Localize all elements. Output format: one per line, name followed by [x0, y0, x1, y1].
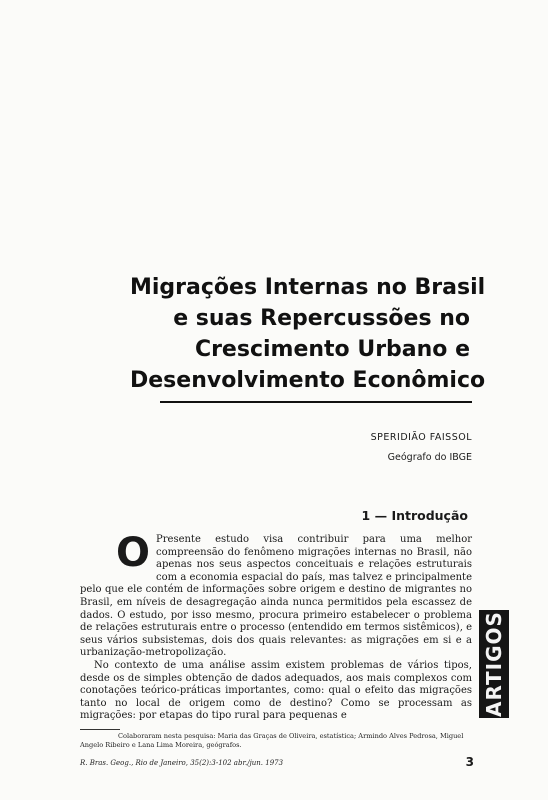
title-line-3: Crescimento Urbano e [194, 337, 470, 362]
title-line-1: Migrações Internas no Brasil [130, 275, 486, 300]
drop-cap: O [116, 530, 151, 576]
paragraph-1 [80, 530, 472, 660]
title-line-4: Desenvolvimento Econômico [130, 368, 486, 393]
footnote: Colaboraram nesta pesquisa: Maria das Graças de Oliveira, estatística; Armindo Alves Pedrosa, Miguel Angelo Ribeiro e Lana Lima Moreira, geógrafos. [80, 732, 464, 749]
journal-citation: R. Bras. Geog., Rio de Janeiro, 35(2):3-102 abr./jun. 1973 [80, 759, 284, 767]
title-line-2: e suas Repercussões no [173, 306, 470, 331]
section-heading [362, 508, 468, 523]
author-role: Geógrafo do IBGE [387, 452, 472, 463]
footnote-divider [80, 729, 120, 730]
article-body [80, 530, 472, 723]
paragraph-2: No contexto de uma análise assim existem problemas de vários tipos, desde os de simples obtenção de dados adequados, aos mais complexos com conotações teórico-práticas importantes, como: qual o efeito das migrações tanto no local de origem como de destino? Como se processam as migrações: por etapas do tipo rural para pequenas e [80, 659, 472, 722]
author-block [371, 428, 472, 468]
section-tab-label: ARTIGOS [482, 611, 506, 717]
author-name: SPERIDIÃO FAISSOL [370, 432, 472, 443]
section-title: Introdução [391, 508, 468, 523]
page-number: 3 [465, 755, 474, 769]
paragraph-1-text: Presente estudo visa contribuir para uma melhor compreensão do fenômeno migrações internas no Brasil, não apenas nos seus aspectos conceituais e relações estruturais com a economia espacial do país, mas talvez e principalmente pelo que ele contém de informações sobre origem e destino de migrantes no Brasil, em níveis de desagregação ainda nunca permitidos pela escassez de dados. O estudo, por isso mesmo, procura primeiro estabelecer o problema de relações estruturais entre o processo (entendido em termos sistêmicos), e seus vários subsistemas, dois dos quais relevantes: as migrações em si e a urbanização-metropolização. [80, 534, 472, 659]
title-divider [160, 401, 472, 403]
article-title [130, 272, 486, 396]
section-tab [479, 610, 509, 718]
section-number: 1 — [361, 508, 388, 523]
